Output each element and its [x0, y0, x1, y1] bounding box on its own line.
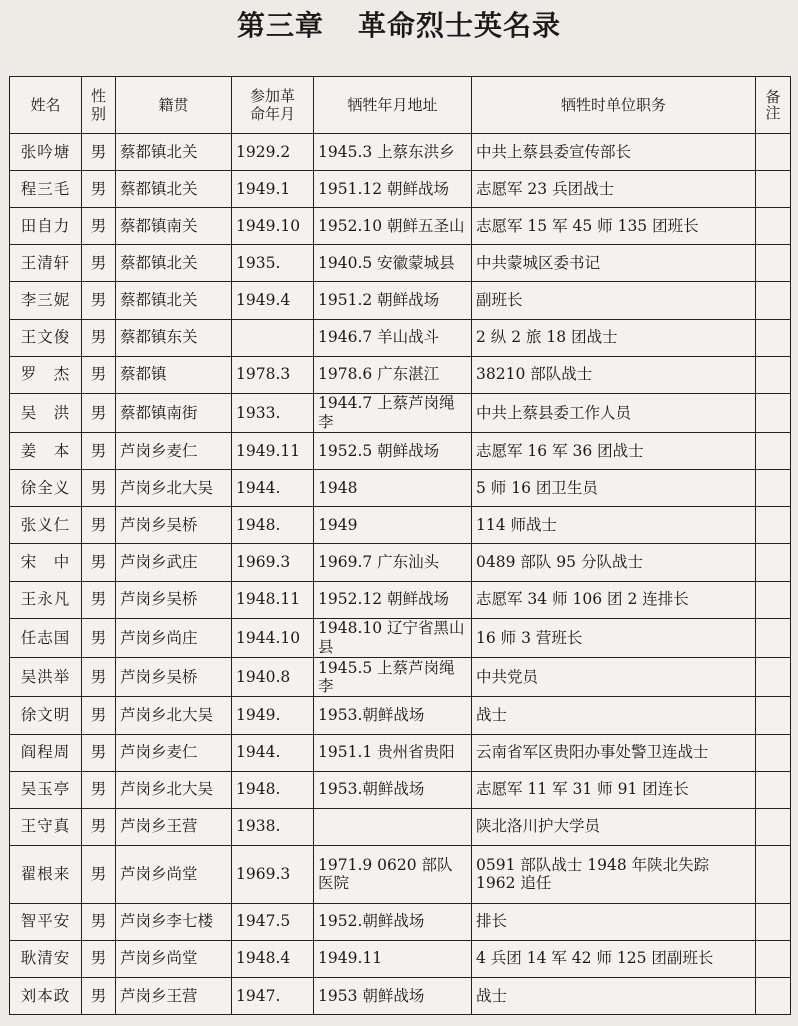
note-cell: [756, 697, 791, 734]
table-row: [10, 697, 791, 734]
table-row: [10, 581, 791, 618]
sex-cell: 男: [82, 134, 116, 171]
join-date-cell: 1948.: [232, 507, 314, 544]
death-cell: 1951.1 贵州省贵阳: [314, 734, 472, 771]
post-cell: 38210 部队战士: [472, 356, 756, 393]
sex-cell: 男: [82, 808, 116, 845]
name-cell: 徐文明: [10, 697, 82, 734]
martyrs-table: [9, 76, 791, 1015]
post-cell: 战士: [472, 977, 756, 1014]
sex-cell: 男: [82, 245, 116, 282]
death-cell: [314, 808, 472, 845]
table-row: [10, 658, 791, 697]
header-join-date: 参加革 命年月: [232, 77, 314, 134]
native-place-cell: 芦岗乡尚堂: [116, 845, 232, 903]
sex-cell: 男: [82, 697, 116, 734]
death-cell: 1952.12 朝鲜战场: [314, 581, 472, 618]
death-cell: 1951.2 朝鲜战场: [314, 282, 472, 319]
join-date-cell: 1969.3: [232, 544, 314, 581]
sex-cell: 男: [82, 581, 116, 618]
table-row: [10, 319, 791, 356]
note-cell: [756, 808, 791, 845]
post-cell: 志愿军 23 兵团战士: [472, 171, 756, 208]
note-cell: [756, 544, 791, 581]
post-cell: 中共上蔡县委工作人员: [472, 393, 756, 432]
join-date-cell: 1947.: [232, 977, 314, 1014]
death-cell: 1948.10 辽宁省黑山县: [314, 618, 472, 657]
join-date-cell: 1948.: [232, 771, 314, 808]
native-place-cell: 芦岗乡吴桥: [116, 658, 232, 697]
note-cell: [756, 356, 791, 393]
note-cell: [756, 208, 791, 245]
post-cell: 中共蒙城区委书记: [472, 245, 756, 282]
name-cell: 田自力: [10, 208, 82, 245]
post-cell: 中共上蔡县委宣传部长: [472, 134, 756, 171]
native-place-cell: 蔡都镇北关: [116, 171, 232, 208]
native-place-cell: 芦岗乡麦仁: [116, 433, 232, 470]
header-death: 牺牲年月地址: [314, 77, 472, 134]
post-cell: 中共党员: [472, 658, 756, 697]
join-date-cell: 1938.: [232, 808, 314, 845]
note-cell: [756, 507, 791, 544]
join-date-cell: 1944.: [232, 470, 314, 507]
native-place-cell: 蔡都镇南街: [116, 393, 232, 432]
native-place-cell: 芦岗乡王营: [116, 808, 232, 845]
sex-cell: 男: [82, 282, 116, 319]
name-cell: 智平安: [10, 903, 82, 940]
post-cell: 0489 部队 95 分队战士: [472, 544, 756, 581]
sex-cell: 男: [82, 319, 116, 356]
table-row: [10, 171, 791, 208]
native-place-cell: 芦岗乡李七楼: [116, 903, 232, 940]
sex-cell: 男: [82, 771, 116, 808]
name-cell: 翟根来: [10, 845, 82, 903]
sex-cell: 男: [82, 208, 116, 245]
table-row: [10, 845, 791, 903]
name-cell: 任志国: [10, 618, 82, 657]
join-date-cell: 1944.10: [232, 618, 314, 657]
sex-cell: 男: [82, 845, 116, 903]
sex-cell: 男: [82, 470, 116, 507]
name-cell: 王守真: [10, 808, 82, 845]
post-cell: 云南省军区贵阳办事处警卫连战士: [472, 734, 756, 771]
sex-cell: 男: [82, 433, 116, 470]
note-cell: [756, 393, 791, 432]
death-cell: 1945.3 上蔡东洪乡: [314, 134, 472, 171]
post-cell: 排长: [472, 903, 756, 940]
name-cell: 姜 本: [10, 433, 82, 470]
table-row: [10, 734, 791, 771]
native-place-cell: 芦岗乡吴桥: [116, 581, 232, 618]
name-cell: 张吟塘: [10, 134, 82, 171]
name-cell: 程三毛: [10, 171, 82, 208]
post-cell: 志愿军 11 军 31 师 91 团连长: [472, 771, 756, 808]
note-cell: [756, 134, 791, 171]
note-cell: [756, 734, 791, 771]
table-row: [10, 393, 791, 432]
header-native-place: 籍贯: [116, 77, 232, 134]
death-cell: 1953.朝鲜战场: [314, 771, 472, 808]
table-row: [10, 618, 791, 657]
table-row: [10, 470, 791, 507]
table-row: [10, 977, 791, 1014]
page-title: [0, 4, 798, 44]
native-place-cell: 芦岗乡尚堂: [116, 940, 232, 977]
death-cell: 1945.5 上蔡芦岗绳李: [314, 658, 472, 697]
native-place-cell: 蔡都镇北关: [116, 134, 232, 171]
sex-cell: 男: [82, 356, 116, 393]
table-row: [10, 134, 791, 171]
native-place-cell: 芦岗乡吴桥: [116, 507, 232, 544]
name-cell: 吴 洪: [10, 393, 82, 432]
name-cell: 吴玉亭: [10, 771, 82, 808]
note-cell: [756, 940, 791, 977]
note-cell: [756, 245, 791, 282]
name-cell: 宋 中: [10, 544, 82, 581]
note-cell: [756, 433, 791, 470]
note-cell: [756, 171, 791, 208]
death-cell: 1969.7 广东汕头: [314, 544, 472, 581]
death-cell: 1953 朝鲜战场: [314, 977, 472, 1014]
join-date-cell: 1935.: [232, 245, 314, 282]
native-place-cell: 芦岗乡武庄: [116, 544, 232, 581]
header-note: 备 注: [756, 77, 791, 134]
table-row: [10, 433, 791, 470]
death-cell: 1978.6 广东湛江: [314, 356, 472, 393]
header-name: 姓名: [10, 77, 82, 134]
note-cell: [756, 977, 791, 1014]
sex-cell: 男: [82, 393, 116, 432]
post-cell: 陕北洛川护大学员: [472, 808, 756, 845]
post-cell: 114 师战士: [472, 507, 756, 544]
native-place-cell: 芦岗乡北大吴: [116, 470, 232, 507]
name-cell: 罗 杰: [10, 356, 82, 393]
death-cell: 1971.9 0620 部队医院: [314, 845, 472, 903]
table-row: [10, 208, 791, 245]
join-date-cell: [232, 319, 314, 356]
join-date-cell: 1978.3: [232, 356, 314, 393]
sex-cell: 男: [82, 507, 116, 544]
chapter-label: 第三章: [236, 9, 324, 42]
sex-cell: 男: [82, 658, 116, 697]
name-cell: 王文俊: [10, 319, 82, 356]
post-cell: 志愿军 16 军 36 团战士: [472, 433, 756, 470]
sex-cell: 男: [82, 903, 116, 940]
join-date-cell: 1949.11: [232, 433, 314, 470]
name-cell: 王永凡: [10, 581, 82, 618]
sex-cell: 男: [82, 940, 116, 977]
table-row: [10, 282, 791, 319]
name-cell: 李三妮: [10, 282, 82, 319]
post-cell: 16 师 3 营班长: [472, 618, 756, 657]
post-cell: 战士: [472, 697, 756, 734]
join-date-cell: 1940.8: [232, 658, 314, 697]
native-place-cell: 蔡都镇南关: [116, 208, 232, 245]
table-row: [10, 507, 791, 544]
post-cell: 副班长: [472, 282, 756, 319]
table-row: [10, 808, 791, 845]
death-cell: 1949: [314, 507, 472, 544]
note-cell: [756, 903, 791, 940]
join-date-cell: 1949.10: [232, 208, 314, 245]
note-cell: [756, 319, 791, 356]
join-date-cell: 1929.2: [232, 134, 314, 171]
table-header-row: [10, 77, 791, 134]
post-cell: 5 师 16 团卫生员: [472, 470, 756, 507]
note-cell: [756, 771, 791, 808]
native-place-cell: 蔡都镇北关: [116, 282, 232, 319]
post-cell: 0591 部队战士 1948 年陕北失踪 1962 追任: [472, 845, 756, 903]
sex-cell: 男: [82, 171, 116, 208]
note-cell: [756, 845, 791, 903]
join-date-cell: 1948.11: [232, 581, 314, 618]
name-cell: 阎程周: [10, 734, 82, 771]
death-cell: 1952.朝鲜战场: [314, 903, 472, 940]
death-cell: 1944.7 上蔡芦岗绳李: [314, 393, 472, 432]
death-cell: 1948: [314, 470, 472, 507]
post-cell: 志愿军 15 军 45 师 135 团班长: [472, 208, 756, 245]
join-date-cell: 1949.4: [232, 282, 314, 319]
death-cell: 1953.朝鲜战场: [314, 697, 472, 734]
join-date-cell: 1933.: [232, 393, 314, 432]
chapter-heading: 革命烈士英名录: [358, 9, 562, 42]
sex-cell: 男: [82, 977, 116, 1014]
note-cell: [756, 618, 791, 657]
table-row: [10, 940, 791, 977]
death-cell: 1951.12 朝鲜战场: [314, 171, 472, 208]
name-cell: 耿清安: [10, 940, 82, 977]
name-cell: 刘本政: [10, 977, 82, 1014]
table-body: [10, 134, 791, 1015]
native-place-cell: 芦岗乡王营: [116, 977, 232, 1014]
native-place-cell: 蔡都镇东关: [116, 319, 232, 356]
name-cell: 王清轩: [10, 245, 82, 282]
note-cell: [756, 581, 791, 618]
name-cell: 徐全义: [10, 470, 82, 507]
native-place-cell: 芦岗乡北大吴: [116, 771, 232, 808]
post-cell: 志愿军 34 师 106 团 2 连排长: [472, 581, 756, 618]
join-date-cell: 1949.: [232, 697, 314, 734]
native-place-cell: 芦岗乡麦仁: [116, 734, 232, 771]
name-cell: 吴洪举: [10, 658, 82, 697]
death-cell: 1952.5 朝鲜战场: [314, 433, 472, 470]
native-place-cell: 蔡都镇北关: [116, 245, 232, 282]
sex-cell: 男: [82, 544, 116, 581]
sex-cell: 男: [82, 734, 116, 771]
header-post: 牺牲时单位职务: [472, 77, 756, 134]
death-cell: 1949.11: [314, 940, 472, 977]
table-row: [10, 771, 791, 808]
native-place-cell: 蔡都镇: [116, 356, 232, 393]
table-row: [10, 544, 791, 581]
native-place-cell: 芦岗乡尚庄: [116, 618, 232, 657]
sex-cell: 男: [82, 618, 116, 657]
note-cell: [756, 282, 791, 319]
death-cell: 1952.10 朝鲜五圣山: [314, 208, 472, 245]
post-cell: 4 兵团 14 军 42 师 125 团副班长: [472, 940, 756, 977]
table-row: [10, 245, 791, 282]
note-cell: [756, 658, 791, 697]
death-cell: 1940.5 安徽蒙城县: [314, 245, 472, 282]
name-cell: 张义仁: [10, 507, 82, 544]
join-date-cell: 1949.1: [232, 171, 314, 208]
join-date-cell: 1969.3: [232, 845, 314, 903]
note-cell: [756, 470, 791, 507]
death-cell: 1946.7 羊山战斗: [314, 319, 472, 356]
post-cell: 2 纵 2 旅 18 团战士: [472, 319, 756, 356]
header-sex: 性 别: [82, 77, 116, 134]
table-row: [10, 356, 791, 393]
join-date-cell: 1948.4: [232, 940, 314, 977]
table-row: [10, 903, 791, 940]
join-date-cell: 1944.: [232, 734, 314, 771]
join-date-cell: 1947.5: [232, 903, 314, 940]
native-place-cell: 芦岗乡北大吴: [116, 697, 232, 734]
